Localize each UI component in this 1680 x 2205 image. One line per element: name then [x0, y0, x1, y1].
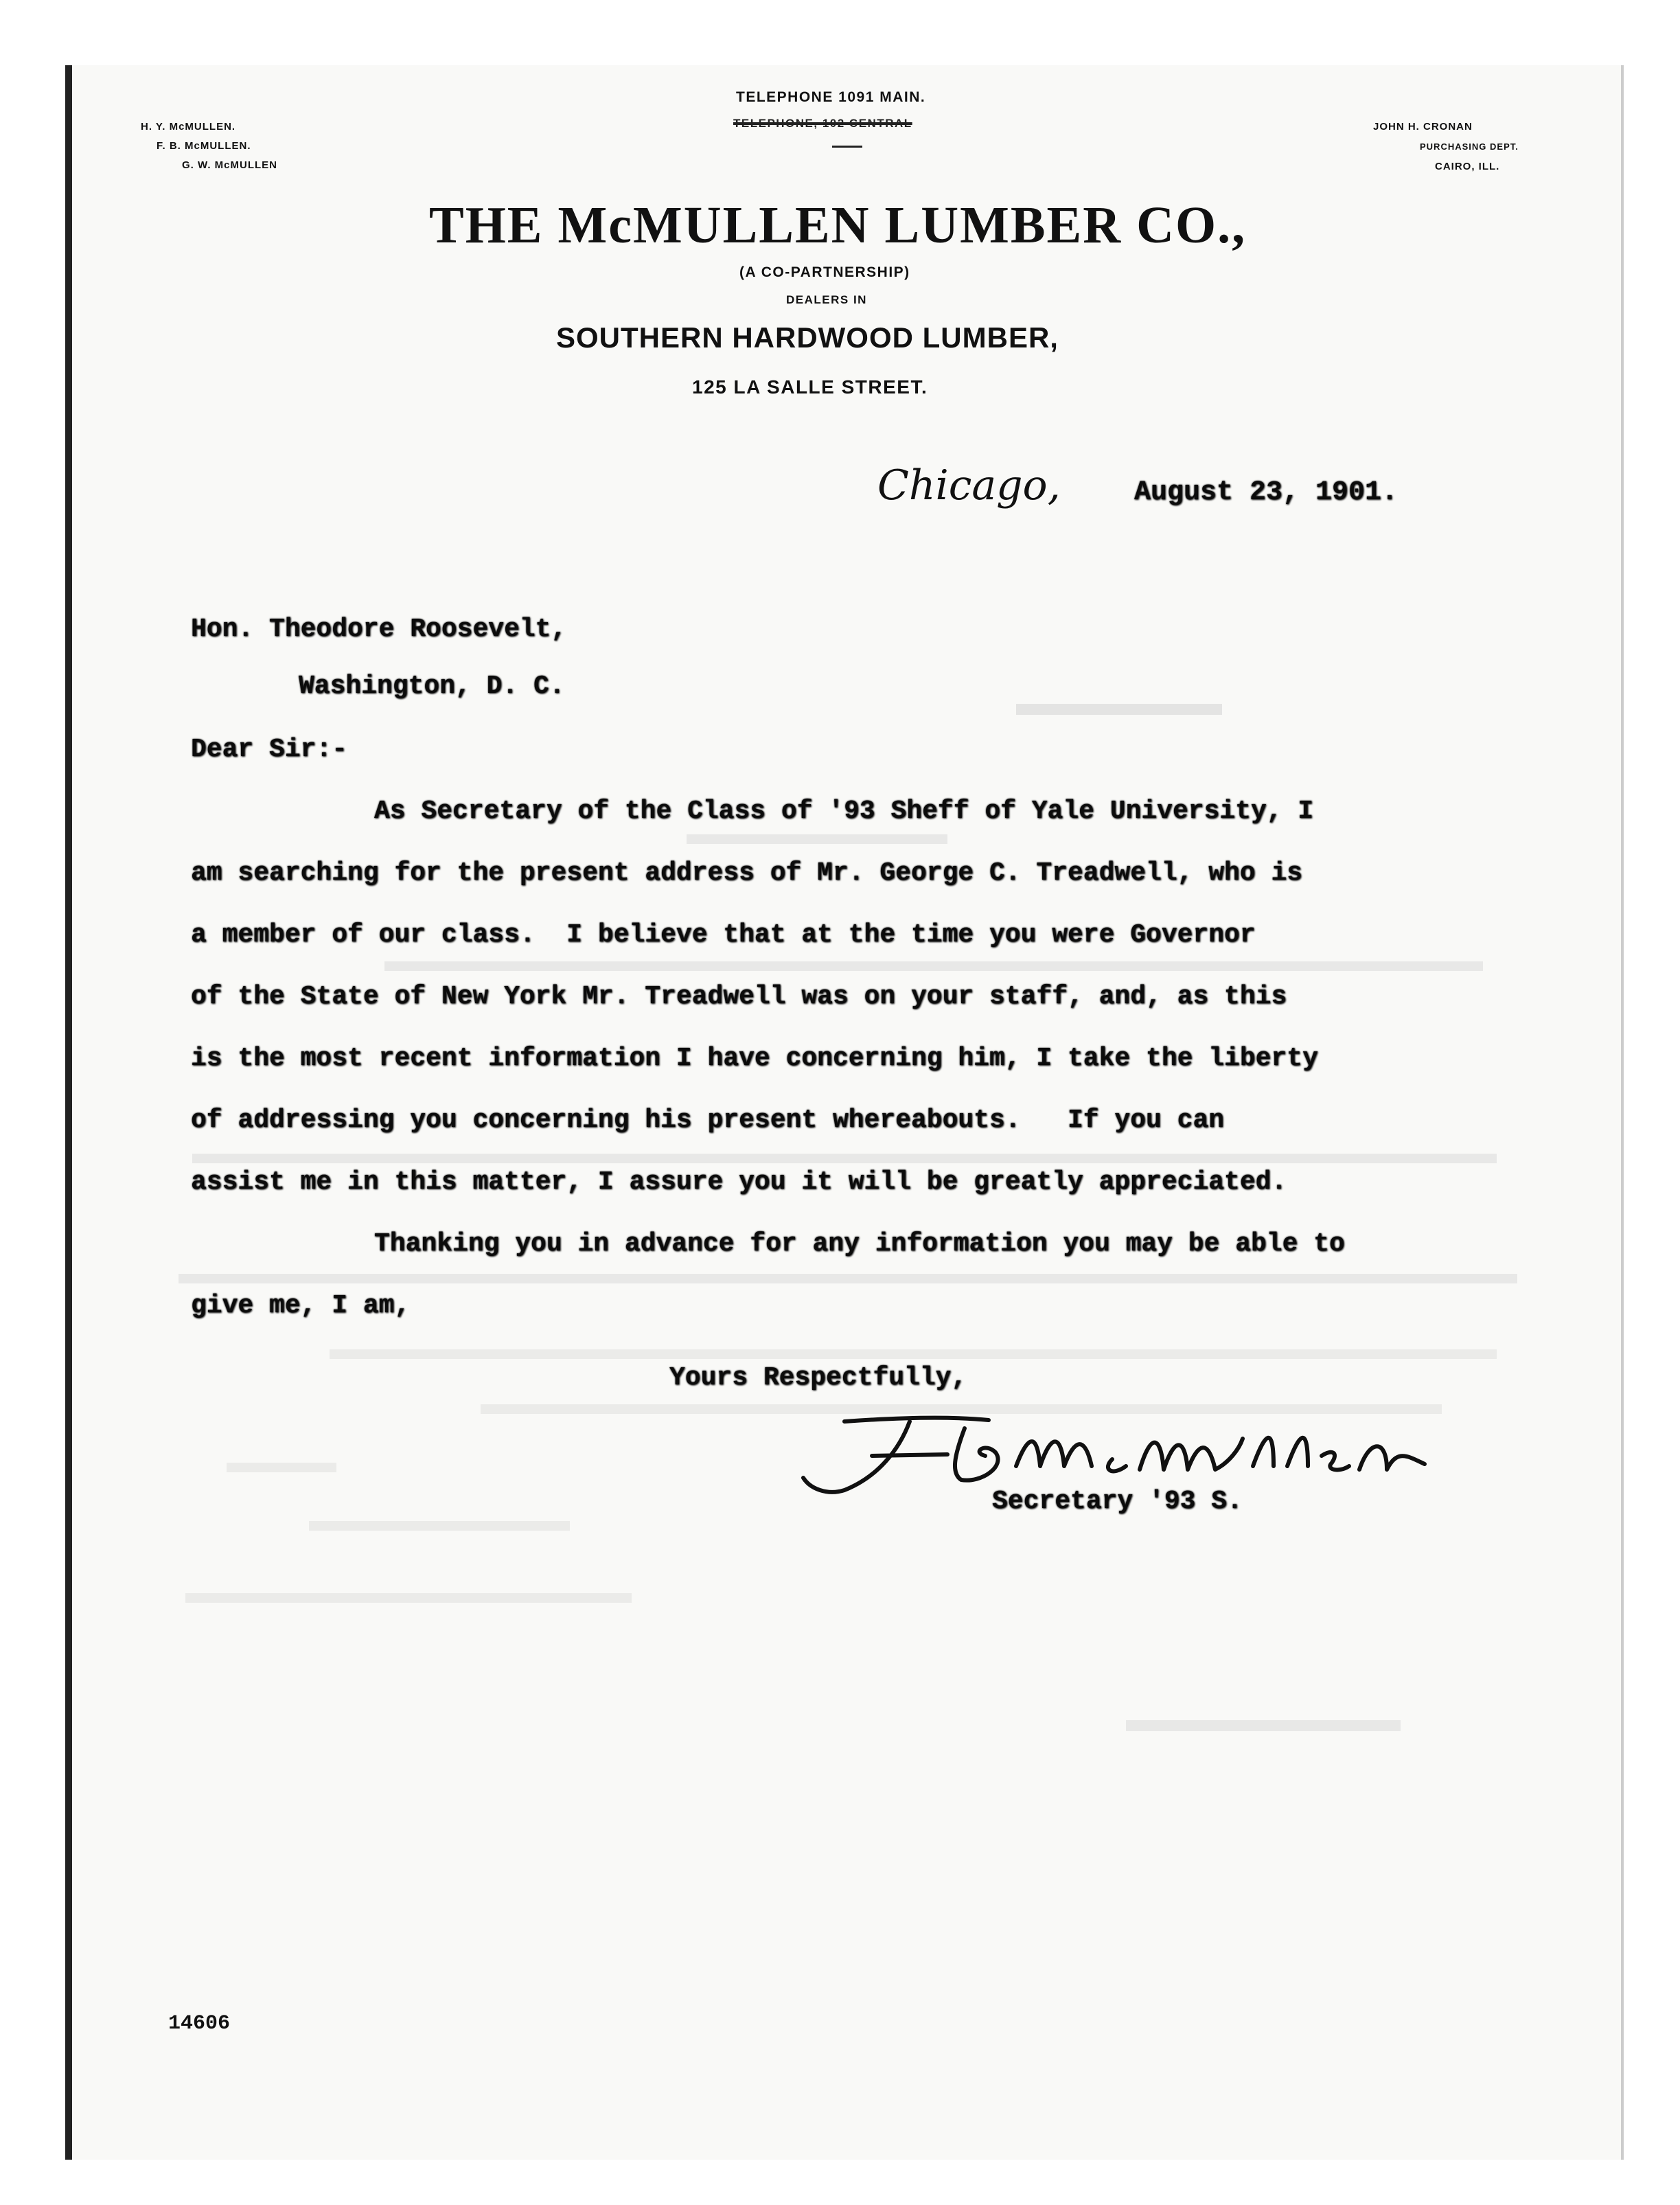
bleed-through-mark	[227, 1463, 336, 1472]
company-name: THE McMULLEN LUMBER CO.,	[429, 196, 1247, 254]
line-of-business: SOUTHERN HARDWOOD LUMBER,	[556, 321, 1059, 354]
bleed-through-mark	[330, 1349, 1497, 1359]
bleed-through-mark	[1016, 704, 1222, 715]
partnership-note: (A CO-PARTNERSHIP)	[739, 264, 910, 280]
street-address: 125 LA SALLE STREET.	[692, 376, 928, 398]
telephone-line: TELEPHONE 1091 MAIN.	[736, 89, 926, 105]
document-number: 14606	[168, 2012, 231, 2035]
bleed-through-mark	[179, 1274, 1517, 1283]
body-line: am searching for the present address of Mr. George C. Treadwell, who is	[191, 858, 1303, 888]
bleed-through-mark	[687, 834, 947, 844]
telephone-struck-line: TELEPHONE, 102 CENTRAL	[733, 117, 912, 130]
recipient-name: Hon. Theodore Roosevelt,	[191, 615, 567, 644]
purchasing-contact: JOHN H. CRONAN	[1373, 121, 1473, 133]
purchasing-city: CAIRO, ILL.	[1435, 161, 1500, 172]
body-line: of addressing you concerning his present whereabouts. If you can	[191, 1106, 1225, 1135]
bleed-through-mark	[192, 1154, 1497, 1163]
signature-title: Secretary '93 S.	[992, 1487, 1243, 1516]
partner-name-2: F. B. McMULLEN.	[157, 140, 251, 152]
body-line: of the State of New York Mr. Treadwell was on your staff, and, as this	[191, 982, 1287, 1012]
dealers-in: DEALERS IN	[786, 293, 867, 306]
bleed-through-mark	[185, 1593, 632, 1603]
recipient-location: Washington, D. C.	[299, 672, 565, 701]
body-line: give me, I am,	[191, 1291, 411, 1321]
dateline-city: Chicago,	[877, 461, 1061, 510]
body-line: is the most recent information I have concerning him, I take the liberty	[191, 1044, 1318, 1073]
salutation: Dear Sir:-	[191, 735, 348, 764]
bleed-through-mark	[384, 961, 1483, 971]
body-line: Thanking you in advance for any information you may be able to	[374, 1229, 1345, 1259]
purchasing-dept: PURCHASING DEPT.	[1420, 141, 1519, 152]
partner-name-3: G. W. McMULLEN	[182, 159, 277, 171]
body-line: As Secretary of the Class of '93 Sheff of Yale University, I	[374, 797, 1314, 826]
signature-text: F. B. McMullen	[796, 1500, 801, 1501]
partner-name-1: H. Y. McMULLEN.	[141, 121, 236, 133]
bleed-through-mark	[309, 1521, 570, 1531]
telephone-rule	[832, 146, 862, 148]
dateline-date: August 23, 1901.	[1134, 477, 1399, 508]
body-line: assist me in this matter, I assure you it will be greatly appreciated.	[191, 1167, 1287, 1197]
closing: Yours Respectfully,	[669, 1363, 967, 1393]
body-line: a member of our class. I believe that at the time you were Governor	[191, 920, 1256, 950]
bleed-through-mark	[1126, 1720, 1401, 1731]
